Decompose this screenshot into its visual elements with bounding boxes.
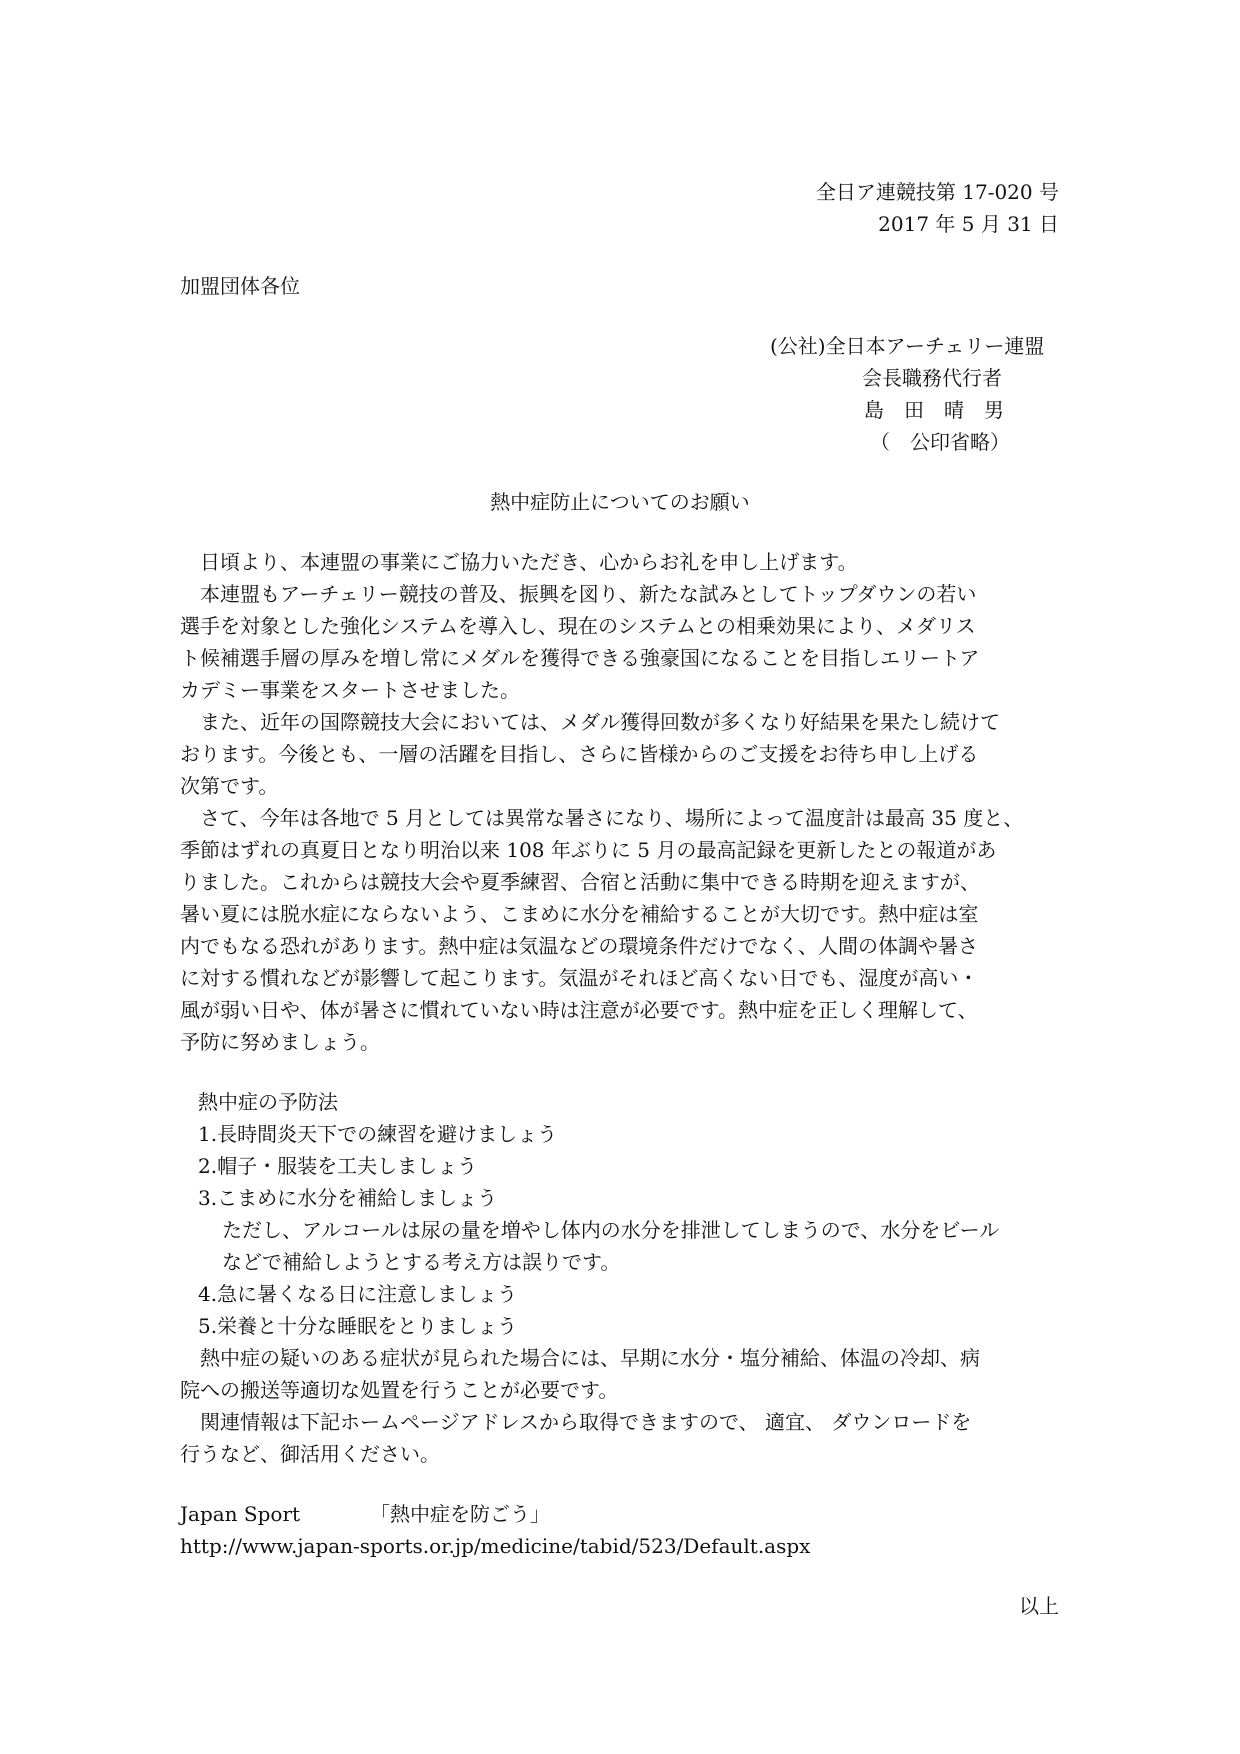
closing-line: 行うなど、御活用ください。: [180, 1442, 440, 1466]
body-line: ト候補選手層の厚みを増し常にメダルを獲得できる強豪国になることを目指しエリートア: [180, 646, 980, 670]
body-line: 選手を対象とした強化システムを導入し、現在のシステムとの相乗効果により、メダリス: [180, 614, 976, 638]
body-line: さて、今年は各地で 5 月としては異常な暑さになり、場所によって温度計は最高 35 度と、: [180, 806, 1024, 830]
reference-title: 「熱中症を防ごう」: [370, 1502, 550, 1526]
prevention-item: 4.急に暑くなる日に注意しましょう: [198, 1282, 518, 1306]
body-line: カデミー事業をスタートさせました。: [180, 678, 520, 702]
closing-line: 熱中症の疑いのある症状が見られた場合には、早期に水分・塩分補給、体温の冷却、病: [180, 1346, 980, 1370]
reference-source: Japan Sport: [180, 1502, 301, 1526]
closing-line: 院への搬送等適切な処置を行うことが必要です。: [180, 1378, 619, 1402]
sender-organization: (公社)全日本アーチェリー連盟: [770, 334, 1045, 358]
prevention-item-note: などで補給しようとする考え方は誤りです。: [222, 1250, 621, 1274]
seal-omitted-note: （ 公印省略）: [870, 430, 1010, 454]
body-line: 日頃より、本連盟の事業にご協力いただき、心からお礼を申し上げます。: [180, 550, 858, 574]
recipient: 加盟団体各位: [180, 274, 300, 298]
body-line: に対する慣れなどが影響して起こります。気温がそれほど高くない日でも、湿度が高い・: [180, 966, 979, 990]
body-line: また、近年の国際競技大会においては、メダル獲得回数が多くなり好結果を果たし続けて: [180, 710, 1000, 734]
prevention-item: 5.栄養と十分な睡眠をとりましょう: [198, 1314, 518, 1338]
body-line: 風が弱い日や、体が暑さに慣れていない時は注意が必要です。熱中症を正しく理解して、: [180, 998, 978, 1022]
document-title: 熱中症防止についてのお願い: [490, 490, 750, 514]
sender-position: 会長職務代行者: [862, 366, 1002, 390]
body-line: 予防に努めましょう。: [180, 1030, 380, 1054]
end-mark: 以上: [1019, 1594, 1059, 1618]
prevention-item: 3.こまめに水分を補給しましょう: [198, 1186, 498, 1210]
body-line: 次第です。: [180, 774, 279, 798]
closing-line: 関連情報は下記ホームページアドレスから取得できますので、 適宜、 ダウンロードを: [180, 1410, 972, 1434]
document-number: 全日ア連競技第 17-020 号: [815, 180, 1059, 204]
body-line: りました。これからは競技大会や夏季練習、合宿と活動に集中できる時期を迎えますが、: [180, 870, 980, 894]
sender-name: 島 田 晴 男: [864, 398, 1004, 422]
body-line: 暑い夏には脱水症にならないよう、こまめに水分を補給することが大切です。熱中症は室: [180, 902, 979, 926]
body-line: おります。今後とも、一層の活躍を目指し、さらに皆様からのご支援をお待ち申し上げる: [180, 742, 979, 766]
prevention-heading: 熱中症の予防法: [198, 1090, 338, 1114]
body-line: 内でもなる恐れがあります。熱中症は気温などの環境条件だけでなく、人間の体調や暑さ: [180, 934, 978, 958]
body-line: 季節はずれの真夏日となり明治以来 108 年ぶりに 5 月の最高記録を更新したとの報道があ: [180, 838, 997, 862]
reference-url-link[interactable]: http://www.japan-sports.or.jp/medicine/tabid/523/Default.aspx: [180, 1534, 811, 1558]
prevention-item: 1.長時間炎天下での練習を避けましょう: [198, 1122, 558, 1146]
document-date: 2017 年 5 月 31 日: [878, 212, 1059, 236]
prevention-item-note: ただし、アルコールは尿の量を増やし体内の水分を排泄してしまうので、水分をビール: [222, 1218, 1000, 1242]
prevention-item: 2.帽子・服装を工夫しましょう: [198, 1154, 478, 1178]
body-line: 本連盟もアーチェリー競技の普及、振興を図り、新たな試みとしてトップダウンの若い: [180, 582, 977, 606]
